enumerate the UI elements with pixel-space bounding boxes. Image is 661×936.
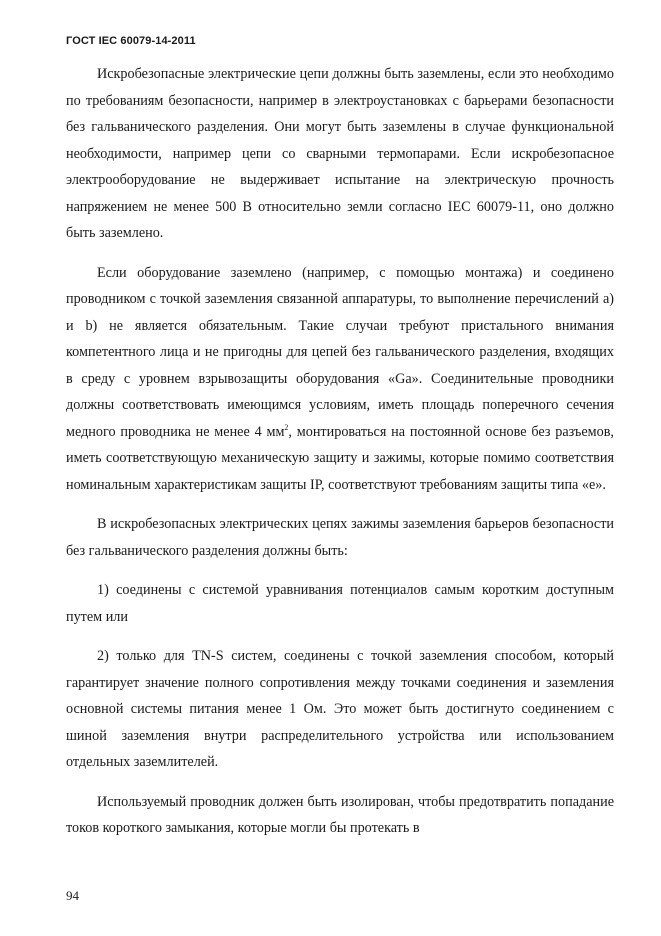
list-item-1: 1) соединены с системой уравнивания потенциалов самым коротким доступным путем или — [66, 582, 614, 625]
document-header: ГОСТ IEC 60079-14-2011 — [66, 35, 196, 47]
paragraph-insulated-conductor: Используемый проводник должен быть изолирован, чтобы предотвратить попадание токов короткого замыкания, которые могли бы протекать в — [66, 793, 614, 836]
paragraph-grounding-requirements: Искробезопасные электрические цепи должны быть заземлены, если это необходимо по требованиям безопасности, например в электроустановках с барьерами безопасности без гальванического разделения. Они могут быть заземлены в случае функциональной необходимости, например цепи со сварными термопарами. Если искробезопасное электрооборудование не выдерживает испытание на электрическую прочность напряжением не менее 500 В относительно земли согласно IEC 60079-11, оно должно быть заземлено. — [66, 66, 614, 241]
paragraph-barrier-terminals: В искробезопасных электрических цепях зажимы заземления барьеров безопасности без гальванического разделения должны быть: — [66, 516, 614, 559]
superscript-square: 2 — [284, 422, 289, 432]
paragraph-text-after-sup: , монтироваться на постоянной основе без разъемов, иметь соответствующую механическую защиту и зажимы, которые помимо соответствия номинальным характеристикам защиты IP, соответствуют требованиям защиты типа «е». — [66, 423, 614, 493]
list-item-2: 2) только для TN-S систем, соединены с точкой заземления способом, который гарантирует значение полного сопротивления между точками соединения и заземления основной системы питания менее 1 Ом. Это может быть достигнуто соединением с шиной заземления внутри распределительного устройства или использованием отдельных заземлителей. — [66, 648, 614, 770]
paragraph-text-before-sup: Если оборудование заземлено (например, с помощью монтажа) и соединено проводником с точкой заземления связанной аппаратуры, то выполнение перечислений a) и b) не является обязательным. Такие случаи требуют пристального внимания компетентного лица и не пригодны для цепей без гальванического разделения, входящих в среду с уровнем взрывозащиты оборудования «Ga». Соединительные проводники должны соответствовать имеющимся условиям, иметь площадь поперечного сечения медного проводника не менее 4 мм — [66, 264, 614, 440]
paragraph-grounded-equipment — [66, 260, 614, 499]
page-number: 94 — [66, 888, 79, 903]
document-body — [66, 61, 614, 855]
